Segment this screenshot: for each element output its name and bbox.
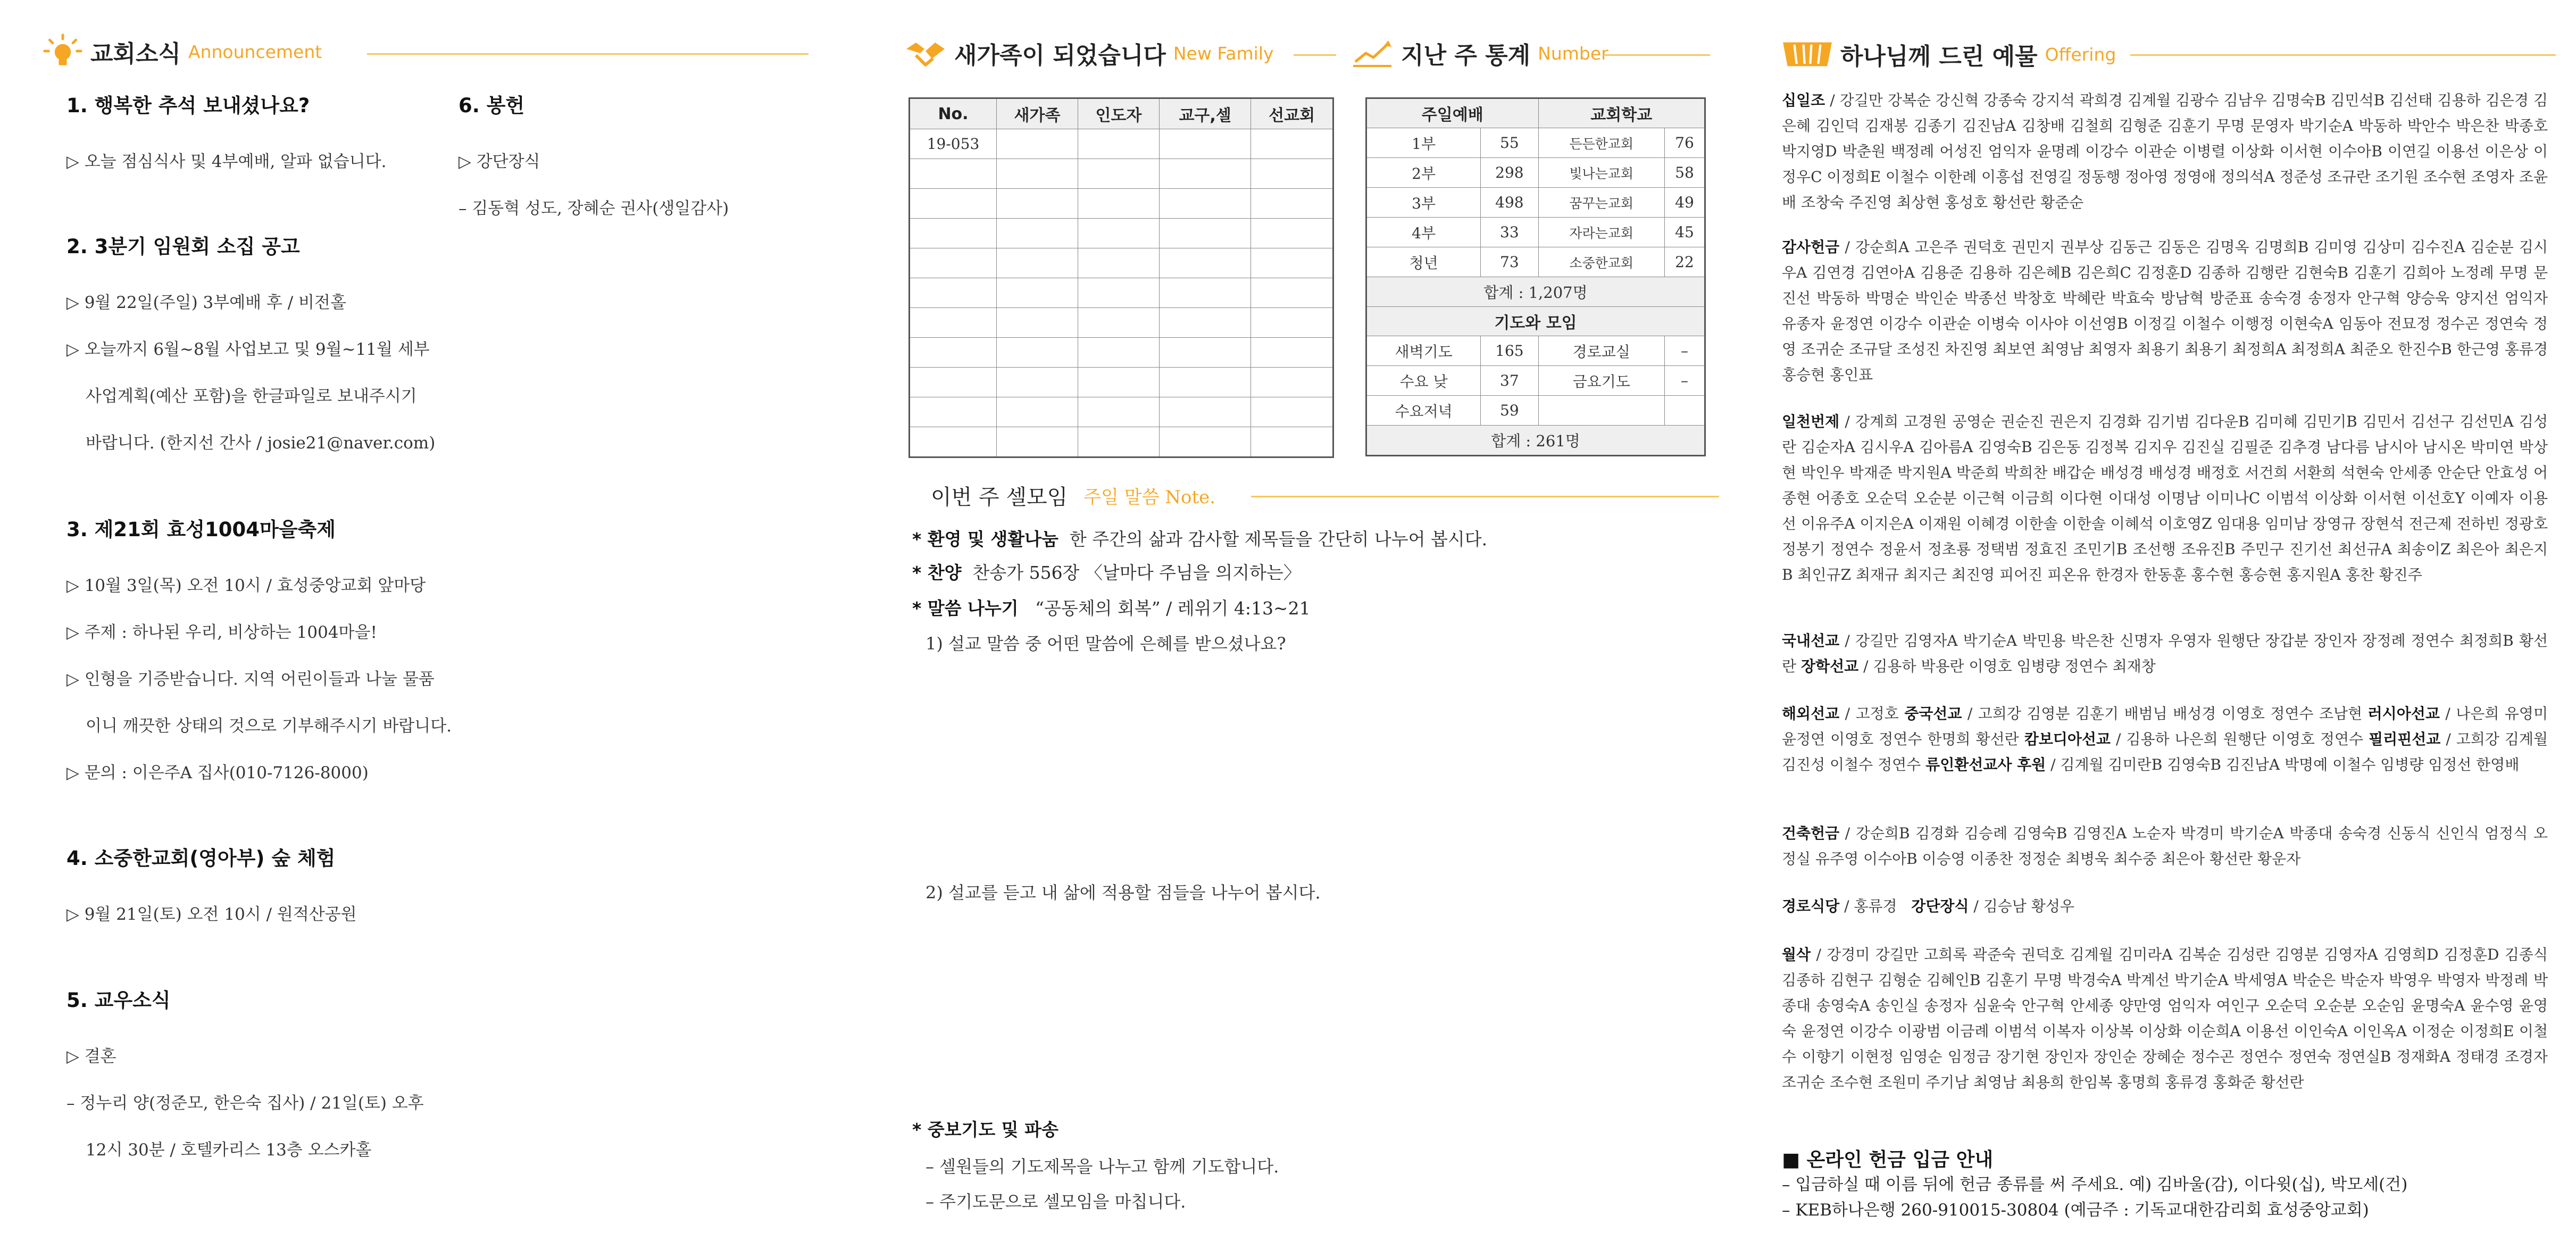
table-cell: 298 bbox=[1481, 158, 1538, 188]
table-cell bbox=[910, 189, 997, 219]
cell-title-en: 주일 말씀 Note. bbox=[1083, 487, 1216, 508]
question-2: 2) 설교를 듣고 내 삶에 적용할 점들을 나누어 봅시다. bbox=[926, 883, 1321, 903]
announcement-header bbox=[43, 33, 322, 70]
announcement-title-en: Announcement bbox=[188, 41, 322, 62]
question-1: 1) 설교 말씀 중 어떤 말씀에 은혜를 받으셨나요? bbox=[926, 634, 1286, 654]
header-rule bbox=[2130, 54, 2556, 56]
item-line: ▷ 강단장식 bbox=[458, 152, 540, 171]
item-title: 5. 교우소식 bbox=[66, 989, 171, 1012]
offering-overseas-mission bbox=[1782, 701, 2548, 778]
table-row bbox=[1366, 336, 1705, 366]
welcome-text: 한 주간의 삶과 감사할 제목들을 간단히 나누어 봅시다. bbox=[1069, 529, 1488, 550]
offering-label: 감사헌금 bbox=[1782, 238, 1840, 256]
offering-names: / 김용하 박용란 이영호 임병량 정연수 최재창 bbox=[1858, 657, 2156, 675]
table-cell: 165 bbox=[1481, 336, 1538, 366]
table-cell bbox=[1159, 248, 1251, 278]
table-row bbox=[1366, 218, 1705, 247]
table-cell bbox=[1078, 189, 1159, 219]
offering-names: / 고희강 김계월 김진성 이철수 정연수 bbox=[1782, 730, 2548, 773]
offering-title-en: Offering bbox=[2045, 44, 2116, 65]
announcement-item-5 bbox=[66, 984, 424, 1173]
table-cell bbox=[1078, 248, 1159, 278]
column-header: No. bbox=[910, 98, 997, 129]
offering-domestic-mission bbox=[1782, 628, 2548, 679]
welcome-label: * 환영 및 생활나눔 bbox=[912, 529, 1058, 550]
offering-building bbox=[1782, 821, 2548, 872]
offering-names: / 김계월 김미란B 김영숙B 김진남A 박명예 이철수 임병량 임정선 한영배 bbox=[2046, 756, 2520, 773]
offering-column bbox=[1755, 0, 2564, 1257]
offering-names: / 강순희B 김경화 김승례 김영숙B 김영진A 노순자 박경미 박기순A 박종대 송숙경 신동식 신인식 엄정식 오정실 유주영 이수아B 이승영 이종찬 정정순 최병욱 최수중 최은아 황선란 황운자 bbox=[1782, 825, 2548, 868]
table-total-row bbox=[1366, 277, 1705, 307]
table-header-row bbox=[1366, 98, 1705, 128]
table-cell bbox=[910, 338, 997, 368]
cell-title: 이번 주 셀모임 bbox=[931, 485, 1068, 510]
item-line: ▷ 오늘 점심식사 및 4부예배, 알파 없습니다. bbox=[66, 152, 387, 171]
item-line: ▷ 주제 : 하나된 우리, 비상하는 1004마을! bbox=[66, 623, 377, 642]
lightbulb-icon bbox=[43, 33, 83, 70]
table-cell bbox=[997, 338, 1078, 368]
offering-label: 장학선교 bbox=[1800, 657, 1859, 675]
column-header: 선교회 bbox=[1251, 98, 1333, 129]
column-header: 주일예배 bbox=[1366, 98, 1539, 128]
item-line: 이니 깨끗한 상태의 것으로 기부해주시기 바랍니다. bbox=[86, 717, 452, 736]
table-cell bbox=[1078, 308, 1159, 338]
offering-label: 일천번제 bbox=[1782, 413, 1840, 430]
column-header: 교구,셀 bbox=[1159, 98, 1251, 129]
hymn-line bbox=[912, 559, 1301, 584]
table-row bbox=[910, 248, 1333, 278]
new-family-title: 새가족이 되었습니다 bbox=[954, 42, 1166, 69]
table-row bbox=[910, 189, 1333, 219]
table-cell bbox=[1251, 219, 1333, 248]
table-cell: 1부 bbox=[1366, 128, 1481, 158]
offering-label: 중국선교 bbox=[1904, 705, 1962, 722]
table-cell: 자라는교회 bbox=[1538, 218, 1664, 247]
table-row bbox=[910, 159, 1333, 189]
table-cell bbox=[1159, 129, 1251, 159]
table-cell bbox=[1159, 189, 1251, 219]
table-cell: 58 bbox=[1664, 158, 1705, 188]
offering-label: 류인환선교사 후원 bbox=[1925, 756, 2046, 773]
item-line: ▷ 인형을 기증받습니다. 지역 어린이들과 나눌 물품 bbox=[66, 670, 435, 689]
table-cell bbox=[910, 308, 997, 338]
table-cell: 4부 bbox=[1366, 218, 1481, 247]
offering-label: 경로식당 bbox=[1782, 897, 1840, 915]
welcome-line bbox=[912, 526, 1487, 551]
table-cell bbox=[1078, 338, 1159, 368]
offering-title: 하나님께 드린 예물 bbox=[1840, 43, 2038, 70]
online-line: – 입금하실 때 이름 뒤에 헌금 종류를 써 주세요. 예) 김바울(감), 이다윗(십), 박모세(건) bbox=[1782, 1175, 2408, 1194]
table-cell bbox=[1078, 397, 1159, 427]
prayer-header: 기도와 모임 bbox=[1366, 307, 1705, 336]
table-cell bbox=[1078, 129, 1159, 159]
announcement-item-2 bbox=[66, 230, 435, 467]
table-row bbox=[910, 338, 1333, 368]
table-cell: 소중한교회 bbox=[1538, 247, 1664, 277]
table-row bbox=[910, 427, 1333, 457]
offering-monthly bbox=[1782, 942, 2548, 1095]
announcement-title: 교회소식 bbox=[90, 40, 181, 68]
announcement-item-3 bbox=[66, 513, 452, 796]
table-cell: – bbox=[1664, 366, 1705, 396]
new-family-table bbox=[908, 97, 1334, 458]
stats-title: 지난 주 통계 bbox=[1401, 42, 1531, 69]
table-cell bbox=[910, 427, 997, 457]
table-cell bbox=[1159, 159, 1251, 189]
table-row bbox=[910, 368, 1333, 397]
table-cell bbox=[997, 397, 1078, 427]
table-cell: 경로교실 bbox=[1538, 336, 1664, 366]
table-cell bbox=[1251, 159, 1333, 189]
prayer-total: 합계 : 261명 bbox=[1366, 426, 1705, 456]
table-cell bbox=[1251, 189, 1333, 219]
item-line: 사업계획(예산 포함)을 한글파일로 보내주시기 bbox=[86, 387, 417, 406]
table-row bbox=[1366, 396, 1705, 426]
table-cell bbox=[1078, 219, 1159, 248]
item-line: ▷ 9월 22일(주일) 3부예배 후 / 비전홀 bbox=[66, 293, 346, 312]
table-row bbox=[1366, 247, 1705, 277]
table-cell: 45 bbox=[1664, 218, 1705, 247]
table-cell bbox=[1251, 129, 1333, 159]
online-line: – KEB하나은행 260-910015-30804 (예금주 : 기독교대한감리회 효성중앙교회) bbox=[1782, 1201, 2369, 1220]
table-cell bbox=[1251, 248, 1333, 278]
table-cell: 37 bbox=[1481, 366, 1538, 396]
online-title: ■ 온라인 헌금 입금 안내 bbox=[1782, 1149, 1994, 1171]
table-total-row bbox=[1366, 426, 1705, 456]
table-cell bbox=[1664, 396, 1705, 426]
online-offering-info bbox=[1782, 1145, 2553, 1223]
offering-thanks bbox=[1782, 235, 2548, 388]
table-cell bbox=[1159, 338, 1251, 368]
table-row bbox=[910, 397, 1333, 427]
prayer-line bbox=[912, 1116, 1058, 1141]
header-rule bbox=[1604, 54, 1710, 56]
table-cell bbox=[997, 189, 1078, 219]
table-cell bbox=[1159, 278, 1251, 308]
table-row bbox=[910, 129, 1333, 159]
offering-senior-meal bbox=[1782, 894, 2548, 919]
table-cell bbox=[1251, 397, 1333, 427]
table-cell: 49 bbox=[1664, 188, 1705, 218]
table-row bbox=[1366, 188, 1705, 218]
offering-names: / 강길만 김영자A 박기순A 박민용 박은찬 신명자 우영자 원행단 장갑분 장인자 장정례 정연수 최정희B 황선란 bbox=[1782, 632, 2548, 675]
table-cell bbox=[910, 397, 997, 427]
prayer-item: – 주기도문으로 셀모임을 마칩니다. bbox=[926, 1192, 1186, 1212]
offering-tithe bbox=[1782, 88, 2548, 215]
offering-names: / 강계희 고경원 공영순 권순진 권은지 김경화 김기범 김다운B 김미혜 김민기B 김민서 김선구 김선민A 김성란 김순자A 김시우A 김아름A 김영숙B 김은동 김정복 김지우 김진실 김필준 김추경 남다름 남시아 남시온 박미연 박상현 박인우 박재준 박지원A 박준희 박희찬 배갑순 배성경 배성경 배정호 서건희 서환희 석현숙 안세종 안순단 안효성 어종현 어종호 오순덕 오순분 이근혁 이금희 이다현 이대성 이명남 이미나C 이범석 이상화 이서현 이선호Y 이예자 이용선 이유주A 이지은A 이재원 이혜경 이한솔 이한솔 이혜석 이호영Z 임대용 임미남 장영규 장현석 전근제 전하빈 정광호 정봉기 정연수 정윤서 정초룡 정택범 정효진 조민기B 조선행 조유진B 주민구 진기선 최선규A 최송이Z 최은아 최은지B 최인규Z 최재규 최지근 최진영 피어진 피온유 한경자 한동훈 홍수현 홍승현 홍지원A 홍찬 황진주 bbox=[1782, 413, 2548, 584]
table-cell: 59 bbox=[1481, 396, 1538, 426]
item-line: 바랍니다. (한지선 간사 / josie21@naver.com) bbox=[86, 434, 436, 453]
table-cell bbox=[910, 248, 997, 278]
table-cell bbox=[910, 368, 997, 397]
stats-title-en: Number bbox=[1538, 43, 1608, 64]
table-cell bbox=[1538, 396, 1664, 426]
word-line bbox=[912, 595, 1311, 620]
offering-label: 캄보디아선교 bbox=[2024, 730, 2111, 748]
item-line: – 김동혁 성도, 장혜순 권사(생일감사) bbox=[458, 199, 729, 218]
table-row bbox=[910, 278, 1333, 308]
table-cell: – bbox=[1664, 336, 1705, 366]
table-cell: 76 bbox=[1664, 128, 1705, 158]
offering-names: / 김승남 황성우 bbox=[1969, 897, 2074, 915]
header-rule bbox=[1251, 496, 1719, 497]
table-cell: 수요 낮 bbox=[1366, 366, 1481, 396]
table-cell bbox=[997, 368, 1078, 397]
offering-names: / 고정호 bbox=[1839, 705, 1899, 722]
offering-label: 십일조 bbox=[1782, 91, 1825, 109]
table-cell bbox=[997, 159, 1078, 189]
table-row bbox=[910, 308, 1333, 338]
offering-names: / 나은희 유영미 윤정연 이영호 정연수 한명희 황선란 bbox=[1782, 705, 2548, 748]
table-cell: 3부 bbox=[1366, 188, 1481, 218]
attendance-total: 합계 : 1,207명 bbox=[1366, 277, 1705, 307]
table-cell bbox=[1078, 159, 1159, 189]
item-title: 3. 제21회 효성1004마을축제 bbox=[66, 518, 336, 541]
new-family-header bbox=[904, 36, 1274, 70]
offering-label: 월삭 bbox=[1782, 946, 1811, 963]
table-cell bbox=[997, 278, 1078, 308]
table-cell: 19-053 bbox=[910, 129, 997, 159]
offering-names: / 강순희A 고은주 권덕호 권민지 권부상 김동근 김동은 김명옥 김명희B 김미영 김상미 김수진A 김순분 김시우A 김연경 김연아A 김용준 김용하 김은혜B 김은희C 김정훈D 김종하 김행란 김현숙B 김훈기 김희아 노정례 무명 문진선 박동하 박명순 박인순 박종선 박창호 박혜란 박효숙 방남혁 방준표 송숙경 송정자 안구혁 양승욱 양지선 엄익자 유종자 윤정연 이강수 이관순 이병숙 이사야 이선영B 이정길 이철수 이행정 이현숙A 임동아 전묘정 정수곤 정연숙 정영 조귀순 조규달 조성진 차진영 최보연 최영남 최영자 최용기 최용기 최정희A 최정희A 최준오 한진수B 한근영 홍류경 홍승현 홍인표 bbox=[1782, 238, 2548, 384]
table-cell bbox=[1159, 308, 1251, 338]
table-cell bbox=[997, 129, 1078, 159]
table-cell bbox=[1159, 219, 1251, 248]
offering-names: / 강경미 강길만 고희록 곽준숙 권덕호 김계월 김미라A 김복순 김성란 김영분 김영자A 김영희D 김정훈D 김종식 김종하 김현구 김형순 김혜인B 김훈기 무명 박경숙A 박계선 박기순A 박세영A 박순은 박순자 박영우 박영자 박정례 박종대 송영숙A 송인실 송정자 심윤숙 안구혁 안세종 양만영 엄익자 여인구 오순덕 오순분 오순임 윤명숙A 윤수영 윤영숙 윤정연 이강수 이광범 이금례 이범석 이복자 이상복 이상화 이순희A 이용선 이인숙A 이인옥A 이정순 이정희E 이철수 이향기 이현정 임영순 임정금 장기현 장인자 장인순 장혜순 정수곤 정연수 정연숙 정연실B 정재화A 정태경 조경자 조귀순 조수현 조원미 주기남 최영남 최용희 한임복 홍명희 홍류경 홍화준 황선란 bbox=[1782, 946, 2548, 1091]
column-header: 교회학교 bbox=[1538, 98, 1705, 128]
item-line: 12시 30분 / 호텔카리스 13층 오스카홀 bbox=[86, 1141, 372, 1160]
offering-names: / 고희강 김영분 김훈기 배범님 배성경 이영호 정연수 조남현 bbox=[1962, 705, 2363, 722]
item-line: ▷ 10월 3일(목) 오전 10시 / 효성중앙교회 앞마당 bbox=[66, 576, 426, 595]
table-cell: 2부 bbox=[1366, 158, 1481, 188]
offering-names: / 김용하 나은희 원행단 이영호 정연수 bbox=[2110, 730, 2364, 748]
item-line: ▷ 오늘까지 6월~8월 사업보고 및 9월~11월 세부 bbox=[66, 340, 430, 359]
table-cell bbox=[997, 427, 1078, 457]
table-cell: 수요저녁 bbox=[1366, 396, 1481, 426]
item-line: ▷ 문의 : 이은주A 집사(010-7126-8000) bbox=[66, 763, 369, 782]
table-header-row bbox=[1366, 307, 1705, 336]
table-cell bbox=[1251, 427, 1333, 457]
header-rule bbox=[367, 53, 808, 55]
table-row bbox=[1366, 128, 1705, 158]
table-cell: 22 bbox=[1664, 247, 1705, 277]
table-cell bbox=[1078, 278, 1159, 308]
item-title: 4. 소중한교회(영아부) 숲 체험 bbox=[66, 847, 336, 870]
offering-header bbox=[1782, 37, 2116, 71]
table-cell bbox=[997, 219, 1078, 248]
table-cell bbox=[1078, 368, 1159, 397]
column-header: 인도자 bbox=[1078, 98, 1159, 129]
item-line: ▷ 결혼 bbox=[66, 1047, 116, 1066]
handshake-icon bbox=[904, 37, 947, 69]
table-cell: 청년 bbox=[1366, 247, 1481, 277]
table-cell: 꿈꾸는교회 bbox=[1538, 188, 1664, 218]
table-cell bbox=[1251, 338, 1333, 368]
item-title: 6. 봉헌 bbox=[458, 94, 525, 117]
table-cell bbox=[1159, 427, 1251, 457]
table-row bbox=[1366, 366, 1705, 396]
offering-label: 국내선교 bbox=[1782, 632, 1840, 650]
item-line: ▷ 9월 21일(토) 오전 10시 / 원적산공원 bbox=[66, 905, 357, 924]
table-cell: 새벽기도 bbox=[1366, 336, 1481, 366]
announcement-item-1 bbox=[66, 89, 387, 185]
table-cell bbox=[997, 248, 1078, 278]
announcement-item-6 bbox=[458, 89, 729, 232]
new-family-title-en: New Family bbox=[1173, 43, 1274, 64]
word-text: “공동체의 회복” / 레위기 4:13~21 bbox=[1035, 598, 1311, 619]
table-header-row bbox=[910, 98, 1333, 129]
prayer-item: – 셀원들의 기도제목을 나누고 함께 기도합니다. bbox=[926, 1156, 1279, 1177]
table-cell bbox=[910, 278, 997, 308]
table-cell bbox=[997, 308, 1078, 338]
table-cell bbox=[1251, 308, 1333, 338]
prayer-label: * 중보기도 및 파송 bbox=[912, 1119, 1058, 1140]
table-cell: 73 bbox=[1481, 247, 1538, 277]
table-cell: 금요기도 bbox=[1538, 366, 1664, 396]
announcement-item-4 bbox=[66, 842, 357, 938]
table-row bbox=[1366, 158, 1705, 188]
table-cell bbox=[1078, 427, 1159, 457]
middle-column bbox=[894, 0, 1723, 1257]
table-cell bbox=[1251, 278, 1333, 308]
offering-thousand bbox=[1782, 409, 2548, 588]
column-header: 새가족 bbox=[997, 98, 1078, 129]
offering-label: 필리핀선교 bbox=[2369, 730, 2441, 748]
offering-names: / 홍류경 bbox=[1839, 897, 1897, 915]
offering-label: 건축헌금 bbox=[1782, 825, 1840, 842]
table-cell: 55 bbox=[1481, 128, 1538, 158]
stats-table bbox=[1365, 97, 1706, 456]
hymn-text: 찬송가 556장 〈날마다 주님을 의지하는〉 bbox=[972, 562, 1301, 583]
cell-header bbox=[931, 480, 1215, 511]
item-line: – 정누리 양(정준모, 한은숙 집사) / 21일(토) 오후 bbox=[66, 1094, 424, 1113]
trend-chart-icon bbox=[1351, 37, 1394, 69]
word-label: * 말씀 나누기 bbox=[912, 598, 1019, 619]
stats-header bbox=[1351, 36, 1608, 70]
table-cell bbox=[910, 219, 997, 248]
table-cell: 498 bbox=[1481, 188, 1538, 218]
announcement-column bbox=[0, 0, 862, 1257]
table-row bbox=[910, 219, 1333, 248]
offering-label: 러시아선교 bbox=[2367, 705, 2440, 722]
item-title: 1. 행복한 추석 보내셨나요? bbox=[66, 94, 310, 117]
table-cell bbox=[1251, 368, 1333, 397]
item-title: 2. 3분기 임원회 소집 공고 bbox=[66, 235, 300, 258]
offering-names: / 강길만 강복순 강신혁 강종숙 강지석 곽희경 김계월 김광수 김남우 김명숙B 김민석B 김선태 김용하 김은경 김은혜 김인덕 김재봉 김종기 김진남A 김창배 김철희 김형준 김훈기 무명 문영자 박기순A 박동하 박안수 박은찬 박종호 박지영D 박춘원 백정례 어성진 엄익자 윤명례 이강수 이관순 이병렬 이상화 이서현 이수아B 이연길 이용선 이은상 이정우C 이정희E 이철수 이한례 이흥섭 전영길 정동행 정아영 정영애 정의석A 정준성 조규란 조기원 조수현 조영자 조윤배 조창숙 주진영 최상현 홍성호 황선란 황준순 bbox=[1782, 91, 2548, 211]
hymn-label: * 찬양 bbox=[912, 562, 962, 583]
table-cell: 33 bbox=[1481, 218, 1538, 247]
offering-label: 강단장식 bbox=[1911, 897, 1969, 915]
table-cell bbox=[1159, 368, 1251, 397]
table-cell: 든든한교회 bbox=[1538, 128, 1664, 158]
header-rule bbox=[1294, 54, 1336, 56]
table-cell: 빛나는교회 bbox=[1538, 158, 1664, 188]
table-cell bbox=[1159, 397, 1251, 427]
table-cell bbox=[910, 159, 997, 189]
offering-box-icon bbox=[1782, 40, 1833, 69]
offering-label: 해외선교 bbox=[1782, 705, 1840, 722]
